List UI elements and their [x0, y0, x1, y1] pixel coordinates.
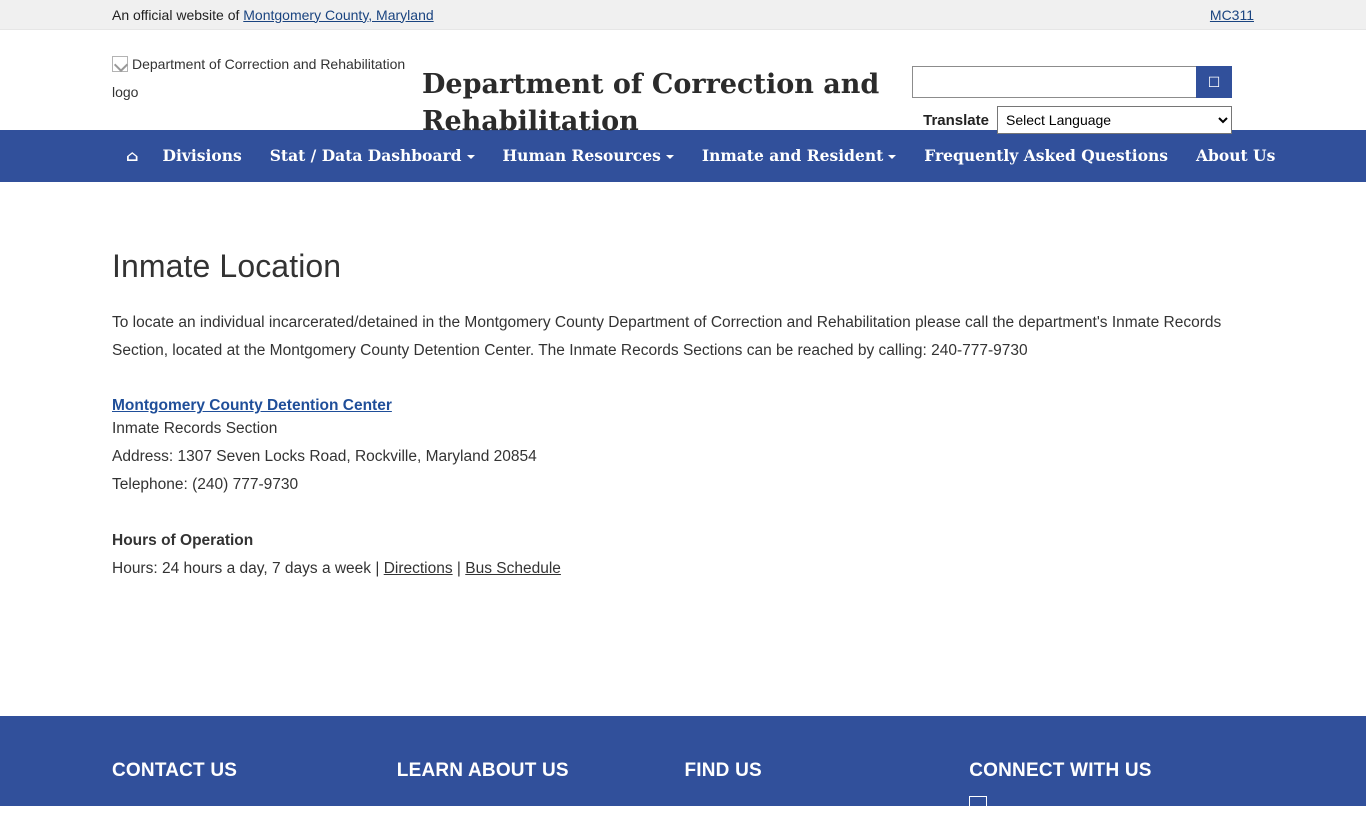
hours-separator: |: [452, 560, 466, 577]
mc311-link[interactable]: MC311: [1209, 6, 1254, 23]
footer-column-contact-us: [112, 716, 397, 782]
nav-label: Frequently Asked Questions: [924, 146, 1169, 165]
telephone-text: Telephone: (240) 777-9730: [112, 476, 299, 493]
site-logo[interactable]: [112, 44, 412, 106]
facebook-icon[interactable]: [969, 796, 987, 814]
page-title: Department of Correction and Rehabilitation: [422, 69, 880, 137]
detention-center-link[interactable]: Montgomery County Detention Center: [112, 397, 392, 414]
social-links: [969, 796, 1254, 814]
nav-item-frequently-asked-questions[interactable]: [910, 130, 1182, 182]
search-input[interactable]: [912, 66, 1196, 98]
nav-label: Inmate and Resident: [701, 146, 884, 165]
footer-column-find-us: [684, 716, 969, 782]
official-site-text: [112, 7, 1210, 23]
records-section-text: Inmate Records Section: [112, 420, 278, 437]
search-icon: ☐: [1207, 74, 1221, 90]
intro-paragraph: To locate an individual incarcerated/detained in the Montgomery County Department of Correction and Rehabilitation please call the department's Inmate Records Section, located at the Montgomery County Detention Center. The Inmate Records Sections can be reached by calling: 240-777-9730: [112, 314, 1222, 359]
nav-item-home[interactable]: [112, 130, 149, 182]
footer-column-connect-with-us: [969, 716, 1254, 814]
nav-label: Divisions: [162, 146, 242, 165]
header-utilities: [912, 44, 1232, 134]
nav-label: About Us: [1196, 146, 1276, 165]
bus-schedule-link[interactable]: Bus Schedule: [465, 560, 561, 577]
main-content: [0, 182, 1366, 680]
official-site-banner: [0, 0, 1366, 30]
chevron-down-icon: [888, 155, 896, 159]
home-icon: ⌂: [126, 147, 139, 165]
address-text: Address: 1307 Seven Locks Road, Rockville, Maryland 20854: [112, 448, 537, 465]
footer-heading: FIND US: [684, 760, 762, 781]
footer-column-learn-about-us: [397, 716, 685, 782]
nav-item-about-us[interactable]: [1182, 130, 1289, 182]
chevron-down-icon: [467, 155, 475, 159]
search-form: [912, 66, 1232, 98]
broken-image-icon: [112, 56, 128, 72]
translate-widget: [912, 106, 1232, 134]
content-heading: Inmate Location: [112, 248, 342, 284]
hours-text: Hours: 24 hours a day, 7 days a week |: [112, 560, 384, 577]
language-select[interactable]: [997, 106, 1232, 134]
montgomery-county-link[interactable]: Montgomery County, Maryland: [243, 6, 434, 23]
site-footer: [0, 716, 1366, 806]
footer-heading: CONTACT US: [112, 760, 238, 781]
chevron-down-icon: [666, 155, 674, 159]
translate-label: Translate: [923, 111, 989, 129]
nav-label: Stat / Data Dashboard: [269, 146, 462, 165]
directions-link[interactable]: Directions: [383, 560, 453, 577]
footer-heading: LEARN ABOUT US: [396, 760, 569, 781]
mc311-container: [1210, 7, 1254, 23]
hours-heading: Hours of Operation: [112, 532, 254, 549]
footer-heading: CONNECT WITH US: [969, 760, 1152, 781]
facility-block: [112, 365, 1254, 499]
nav-item-divisions[interactable]: [149, 130, 256, 182]
site-header: [0, 30, 1366, 137]
hours-line: [112, 555, 1254, 583]
official-site-prefix: An official website of: [112, 6, 244, 23]
logo-alt-text: Department of Correction and Rehabilitation logo: [112, 56, 406, 100]
nav-label: Human Resources: [502, 146, 661, 165]
search-button[interactable]: [1196, 66, 1232, 98]
